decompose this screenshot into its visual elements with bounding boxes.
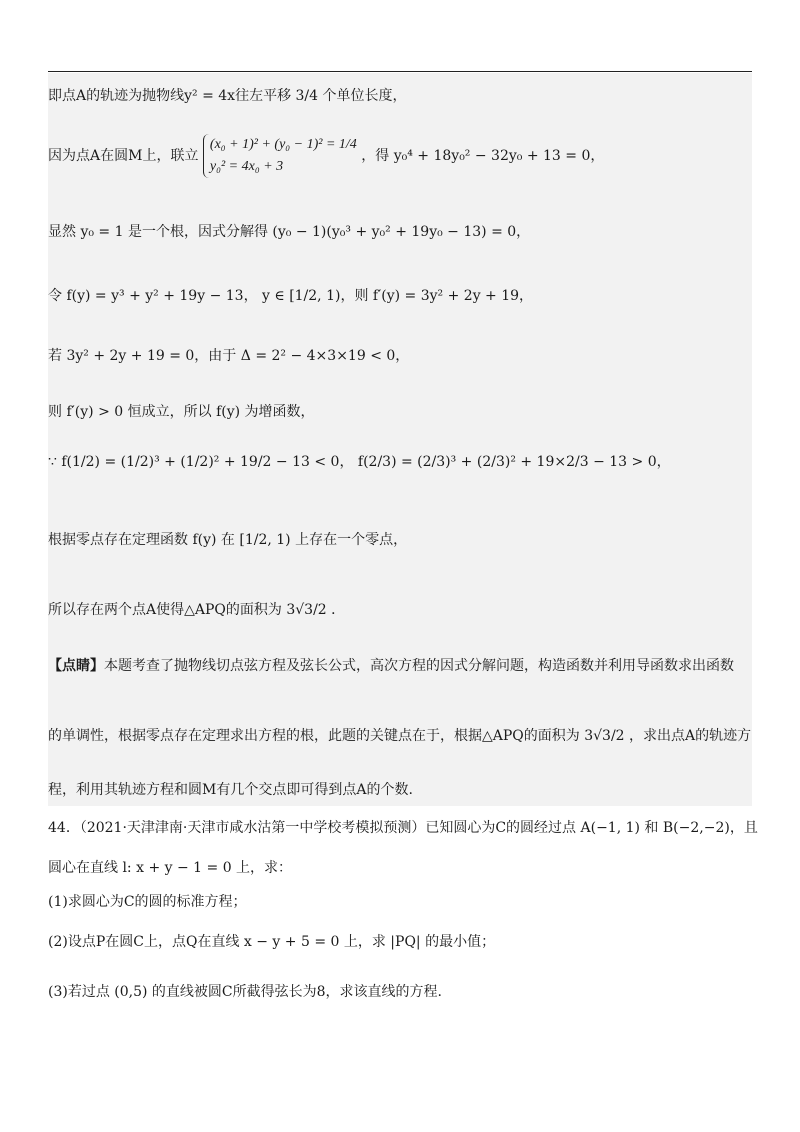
question-part-2: (2)设点P在圆C上，点Q在直线 x − y + 5 = 0 上，求 |PQ| 的最小值； (48, 934, 496, 950)
line-2-result: ，得 y₀⁴ + 18y₀² − 32y₀ + 13 = 0， (361, 148, 605, 164)
system-eq-1: (x₀ + 1)² + (y₀ − 1)² = 1/4 (209, 137, 357, 152)
solution-line-8: 根据零点存在定理函数 f(y) 在 [1/2, 1) 上存在一个零点， (48, 532, 408, 548)
system-eq-2: y₀² = 4x₀ + 3 (209, 159, 284, 174)
line-2-lead: 因为点A在圆M上，联立 (48, 148, 199, 164)
solution-line-4: 令 f(y) = y³ + y² + 19y − 13， y ∈ [1/2, 1)，则 f′(y) = 3y² + 2y + 19， (48, 288, 534, 304)
solution-line-5: 若 3y² + 2y + 19 = 0，由于 Δ = 2² − 4×3×19 < 0， (48, 348, 410, 364)
question-44-line-1: 44．（2021·天津津南·天津市咸水沽第一中学校考模拟预测）已知圆心为C的圆经过点 A(−1, 1) 和 B(−2,−2)，且 (48, 820, 758, 836)
header-rule (48, 71, 752, 72)
question-44-line-2: 圆心在直线 l: x + y − 1 = 0 上，求： (48, 860, 293, 876)
remark-line-1 (48, 656, 734, 676)
solution-line-1: 即点A的轨迹为抛物线y² = 4x往左平移 3/4 个单位长度， (48, 88, 407, 104)
remark-line-2: 的单调性，根据零点存在定理求出方程的根，此题的关键点在于，根据△APQ的面积为 3√3/2 ，求出点A的轨迹方 (48, 728, 752, 744)
solution-line-6: 则 f′(y) > 0 恒成立，所以 f(y) 为增函数， (48, 404, 315, 420)
remark-tag: 【点睛】 (48, 658, 104, 674)
remark-text-1: 本题考查了抛物线切点弦方程及弦长公式，高次方程的因式分解问题，构造函数并利用导函数求出函数 (104, 658, 734, 674)
equation-system (203, 134, 357, 178)
question-part-3: (3)若过点 (0,5) 的直线被圆C所截得弦长为8，求该直线的方程. (48, 984, 442, 1000)
question-part-1: (1)求圆心为C的圆的标准方程； (48, 894, 247, 910)
remark-line-3: 程，利用其轨迹方程和圆M有几个交点即可得到点A的个数. (48, 782, 413, 798)
solution-shaded-block (48, 73, 752, 806)
solution-line-3: 显然 y₀ = 1 是一个根，因式分解得 (y₀ − 1)(y₀³ + y₀² + 19y₀ − 13) = 0， (48, 224, 531, 240)
solution-line-2 (48, 134, 604, 178)
solution-line-9: 所以存在两个点A使得△APQ的面积为 3√3/2 ． (48, 602, 346, 618)
solution-line-7: ∵ f(1/2) = (1/2)³ + (1/2)² + 19/2 − 13 < 0， f(2/3) = (2/3)³ + (2/3)² + 19×2/3 − 13 > 0， (48, 454, 671, 470)
